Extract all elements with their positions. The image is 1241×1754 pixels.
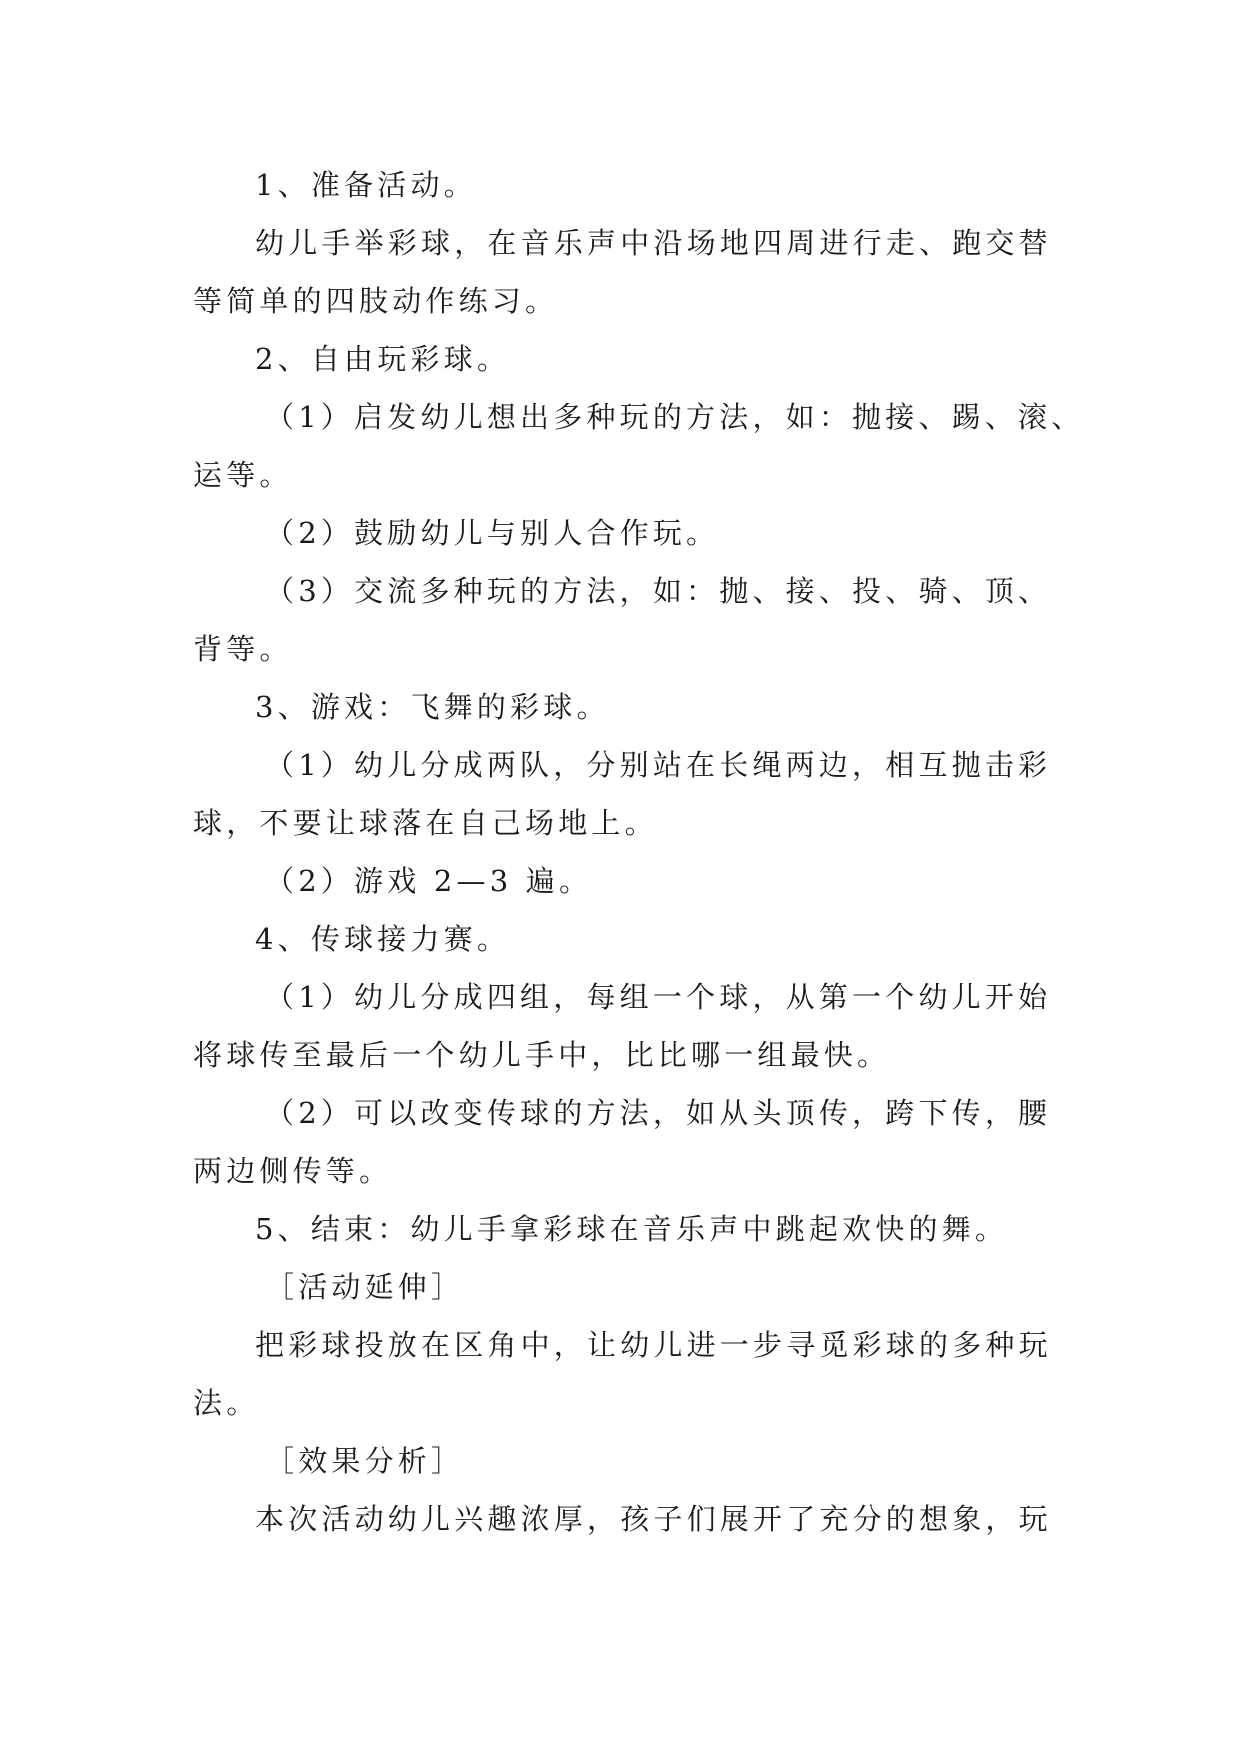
- paragraph-line: 法。: [193, 1386, 260, 1420]
- list-item: （2）可以改变传球的方法，如从头顶传，跨下传，腰: [265, 1096, 1052, 1130]
- paragraph-line: 背等。: [193, 632, 293, 666]
- subsection-title: ［活动延伸］: [265, 1270, 465, 1304]
- list-item: （1）幼儿分成四组，每组一个球，从第一个幼儿开始: [265, 980, 1052, 1014]
- list-item: （1）启发幼儿想出多种玩的方法，如：抛接、踢、滚、: [265, 400, 1085, 434]
- paragraph-line: 运等。: [193, 458, 293, 492]
- paragraph-line: 等简单的四肢动作练习。: [193, 284, 559, 318]
- paragraph-line: 把彩球投放在区角中，让幼儿进一步寻觅彩球的多种玩: [255, 1328, 1052, 1362]
- list-item: （1）幼儿分成两队，分别站在长绳两边，相互抛击彩: [265, 748, 1052, 782]
- list-item: （2）游戏 2—3 遍。: [265, 864, 593, 898]
- paragraph-line: 幼儿手举彩球，在音乐声中沿场地四周进行走、跑交替: [255, 226, 1052, 260]
- section-heading: 5、结束：幼儿手拿彩球在音乐声中跳起欢快的舞。: [255, 1212, 1009, 1246]
- subsection-title: ［效果分析］: [265, 1444, 465, 1478]
- section-heading: 2、自由玩彩球。: [255, 342, 511, 376]
- section-heading: 1、准备活动。: [255, 168, 477, 202]
- list-item: （3）交流多种玩的方法，如：抛、接、投、骑、顶、: [265, 574, 1052, 608]
- paragraph-line: 本次活动幼儿兴趣浓厚，孩子们展开了充分的想象，玩: [255, 1502, 1052, 1536]
- list-item: （2）鼓励幼儿与别人合作玩。: [265, 516, 720, 550]
- section-heading: 4、传球接力赛。: [255, 922, 511, 956]
- paragraph-line: 将球传至最后一个幼儿手中，比比哪一组最快。: [193, 1038, 891, 1072]
- paragraph-line: 球，不要让球落在自己场地上。: [193, 806, 658, 840]
- paragraph-line: 两边侧传等。: [193, 1154, 393, 1188]
- section-heading: 3、游戏：飞舞的彩球。: [255, 690, 610, 724]
